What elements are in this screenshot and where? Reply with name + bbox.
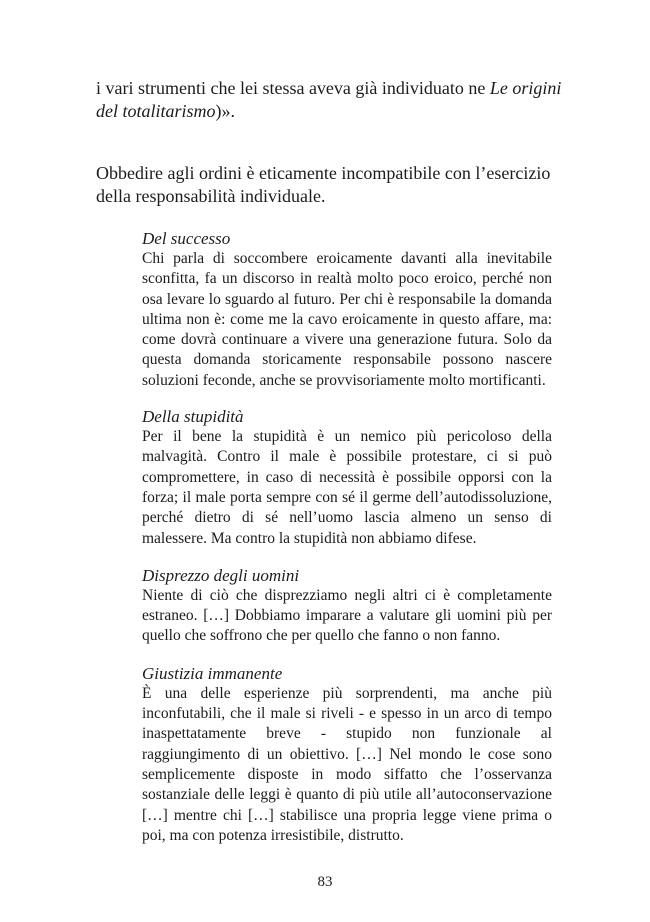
excerpt-body: È una delle esperienze più sorprendenti, ma anche più inconfutabili, che il male si riveli - e spesso in un arco di tempo inaspettatamente breve - stupido non funzionale al raggiungimento di un obiettivo. […] Nel mondo le cose sono semplicemente disposte in modo siffatto che l’osservanza sostanziale delle leggi è quanto di più utile all’autoconservazione […] mentre chi […] stabilisce una propria legge viene prima o poi, ma con potenza irresistibile, distrutto. bbox=[142, 684, 552, 844]
excerpt-body: Per il bene la stupidità è un nemico più pericoloso della malvagità. Contro il male è possibile protestare, ci si può compromettere, in caso di necessità è possibile opporsi con la forza; il male porta sempre con sé il germe dell’autodissoluzione, perché dietro di sé nell’uomo lascia almeno un senso di malessere. Ma contro la stupidità non abbiamo difese. bbox=[142, 428, 552, 547]
page-number: 83 bbox=[317, 874, 333, 890]
intro-paragraph bbox=[96, 77, 574, 123]
excerpt-title: Della stupidità bbox=[142, 407, 244, 427]
excerpt-body: Niente di ciò che disprezziamo negli altri ci è completamente estraneo. […] Dobbiamo imparare a valutare gli uomini più per quello che soffrono che per quello che fanno o non fanno. bbox=[142, 586, 552, 645]
intro-closing: )». bbox=[215, 101, 236, 121]
excerpt-section bbox=[142, 566, 552, 647]
excerpt-section bbox=[142, 229, 552, 391]
thesis-paragraph: Obbedire agli ordini è eticamente incompatibile con l’esercizio della responsabilità individuale. bbox=[96, 163, 551, 206]
book-title: Le origini del totalitarismo bbox=[96, 78, 562, 121]
excerpt-list bbox=[142, 229, 552, 846]
excerpt-body: Chi parla di soccombere eroicamente davanti alla inevitabile sconfitta, fa un discorso in realtà molto poco eroico, perché non osa levare lo sguardo al futuro. Per chi è responsabile la domanda ultima non è: come me la cavo eroicamente in questo affare, ma: come dovrà continuare a vivere una generazione futura. Solo da questa domanda storicamente responsabile possono nascere soluzioni feconde, anche se provvisoriamente molto mortificanti. bbox=[142, 250, 552, 389]
excerpt-title: Disprezzo degli uomini bbox=[142, 565, 300, 585]
excerpt-title: Del successo bbox=[142, 229, 231, 248]
excerpt-title: Giustizia immanente bbox=[142, 663, 283, 683]
excerpt-section bbox=[142, 407, 552, 549]
excerpt-section bbox=[142, 664, 552, 846]
intro-text: i vari strumenti che lei stessa aveva già individuato ne bbox=[96, 78, 490, 98]
